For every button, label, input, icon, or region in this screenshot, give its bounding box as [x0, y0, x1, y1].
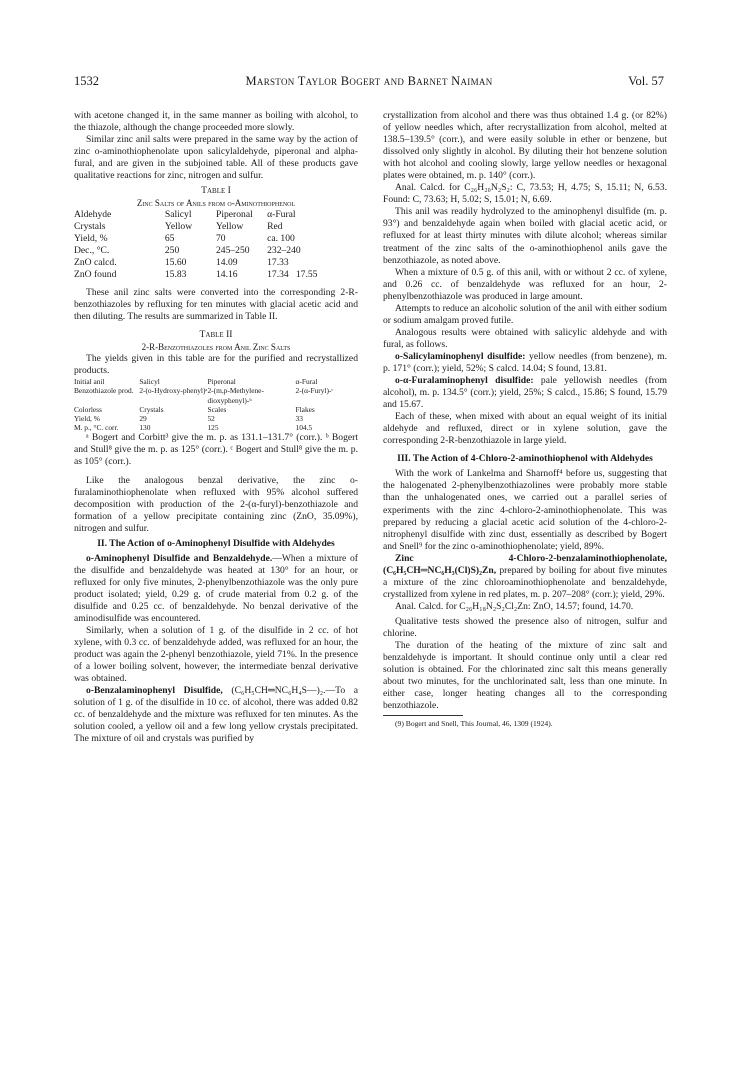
page-header	[74, 74, 664, 90]
paragraph: This anil was readily hydrolyzed to the aminophenyl disulfide (m. p. 93°) and benzaldehyde again when boiled with glacial acetic acid, or refluxed for at least thirty minutes with dilute alcohol; whereas similar treatment of the zinc salts of the o-aminothiophenol anils gave the benzothiazole, as noted above.	[383, 206, 667, 266]
paragraph: Qualitative tests showed the presence also of nitrogen, sulfur and chlorine.	[383, 615, 667, 639]
table-cell: Red	[267, 221, 283, 233]
table-row	[74, 221, 358, 233]
table-row	[74, 414, 358, 423]
table-cell: Yield, %	[74, 233, 108, 245]
paragraph-text: prepared by boiling for about five minutes a mixture of the zinc chloroaminothiophenolate and benzaldehyde, crystallized from xylene in red plates, m. p. 207–208° (corr.); yield, 29%.	[383, 564, 667, 600]
run-in-heading: Zinc 4-Chloro-2-benzalaminothiophenolate, (C₆H₅CH═NC₆H₃(Cl)S)₂Zn,	[383, 552, 667, 576]
table-cell: Flakes	[295, 404, 315, 414]
table-cell: 250	[164, 245, 180, 257]
paragraph: These anil zinc salts were converted into the corresponding 2-R-benzothiazoles by refluxing for ten minutes with glacial acetic acid and then diluting. The results are summarized in Table II.	[74, 286, 358, 322]
table-caption: Zinc Salts of Anils from o-Aminothiophenol	[136, 198, 296, 209]
paragraph	[74, 553, 358, 625]
table-cell: Yellow	[215, 221, 244, 233]
paragraph: with acetone changed it, in the same manner as boiling with alcohol, to the thiazole, although the change proceeded more slowly.	[74, 110, 358, 134]
table-cell: 104.5	[295, 423, 313, 433]
run-in-heading: o-Aminophenyl Disulfide and Benzaldehyde.	[86, 552, 273, 564]
table-cell: 125	[207, 423, 219, 433]
table-cell: Crystals	[74, 221, 106, 233]
paragraph-text: yellow needles (from benzene), m. p. 171° (corr.); yield, 52%; S calcd. 14.04; S found, 13.81.	[383, 350, 667, 374]
run-in-heading: o-Benzalaminophenyl Disulfide,	[86, 685, 223, 697]
table-cell: 17.33	[267, 257, 289, 268]
paragraph: crystallization from alcohol and there was thus obtained 1.4 g. (or 82%) of yellow needles which, after recrystallization from alcohol, melted at 138.5–139.5° (corr.), and were easily soluble in ether or benzene, but dissolved only slightly in alcohol. By diluting their hot benzene solution with hot alcohol and cooling slowly, large yellow needles or hexagonal plates were obtained, m. p. 140° (corr.).	[383, 110, 667, 182]
table-cell: α-Fural	[267, 209, 296, 221]
paragraph: Attempts to reduce an alcoholic solution of the anil with either sodium or sodium amalgam proved futile.	[383, 302, 667, 326]
table-row	[74, 257, 358, 269]
table-row	[74, 245, 358, 257]
table-cell: Salicyl	[139, 377, 160, 387]
table-footnotes: ᵃ Bogert and Corbitt³ give the m. p. as 131.1–131.7° (corr.). ᵇ Bogert and Stull⁸ give the m. p. as 125° (corr.). ᶜ Bogert and Stull⁸ give the m. p. as 105° (corr.).	[74, 432, 358, 468]
table-row	[74, 269, 358, 281]
table-cell: Scales	[207, 404, 227, 414]
footnote-rule	[383, 715, 463, 716]
table-cell: Yield, %	[74, 413, 100, 423]
paragraph: Each of these, when mixed with about an equal weight of its initial aldehyde and refluxed, direct or in xylene solution, gave the corresponding 2-R-benzothiazole in large yield.	[383, 411, 667, 447]
run-in-heading: o-Salicylaminophenyl disulfide:	[395, 350, 526, 362]
table-cell: 232–240	[267, 245, 301, 257]
table-cell: Yellow	[164, 221, 193, 233]
table-cell: 70	[215, 233, 226, 245]
paragraph-text: —When a mixture of the disulfide and benzaldehyde was heated at 130° for an hour, or refluxed for only five minutes, 2-phenylbenzothiazole was the only pure product isolated; yield, 0.29 g. of crude material from 0.2 g. of the disulfide and 0.25 cc. of benzaldehyde. No benzal derivative of the aminodisulfide was encountered.	[74, 552, 358, 625]
paragraph: With the work of Lankelma and Sharnoff⁴ before us, suggesting that the halogenated 2-phenylbenzothiazolines were probably more stable than the unhalogenated ones, we carried out a parallel series of experiments with the zinc 4-chloro-2-aminothiophenolate. This was prepared by reducing a glacial acetic acid solution of the 4-chloro-2-nitrophenyl disulfide with zinc dust, essentially as described by Bogert and Snell⁹ for the zinc o-aminothiophenolate; yield, 89%.	[383, 468, 667, 552]
table-cell: 245–250	[215, 245, 250, 257]
table-cell: 33	[295, 413, 303, 423]
table-cell: Colorless	[74, 404, 102, 414]
section-heading: II. The Action of o-Aminophenyl Disulfide with Aldehydes	[97, 537, 335, 549]
table-cell: M. p., °C. corr.	[74, 423, 119, 433]
paragraph-text: (C₆H₅CH═NC₆H₄S—)₂.—To a solution of 1 g. of the disulfide in 10 cc. of alcohol, there was added 0.82 cc. of benzaldehyde and the mixture was refluxed for ten minutes. As the solution cooled, a yellow oil and a few long yellow crystals precipitated. The mixture of oil and crystals was purified by	[74, 685, 358, 745]
table-cell: 14.09	[215, 257, 238, 268]
table-cell: 2-(m,p-Methylene-dioxyphenyl)-ᵇ	[207, 386, 264, 405]
table-cell: 15.83	[164, 268, 187, 280]
table-cell: 65	[164, 233, 175, 245]
table-cell: Crystals	[139, 404, 164, 414]
table-cell: 14.16	[215, 268, 238, 280]
table-cell: 130	[139, 423, 151, 433]
table-cell: 52	[207, 413, 215, 423]
table-cell: 29	[139, 413, 147, 423]
page-number: 1532	[74, 74, 99, 88]
table-cell: Benzothiazole prod.	[74, 386, 134, 396]
footnote: (9) Bogert and Snell, This Journal, 46, 1309 (1924).	[395, 719, 553, 729]
analysis-line: Anal. Calcd. for C₂₆H₁₈N₂S₂Cl₂Zn: ZnO, 14.57; found, 14.70.	[395, 600, 634, 612]
table-caption: 2-R-Benzothiazoles from Anil Zinc Salts	[141, 342, 291, 352]
running-title: Marston Taylor Bogert and Barnet Naiman	[245, 74, 493, 88]
table-row	[74, 386, 358, 404]
volume-label: Vol. 57	[628, 74, 664, 88]
table-cell: Piperonal	[215, 209, 253, 221]
table-1	[74, 209, 358, 280]
analysis-line: Anal. Calcd. for C₂₆H₂₀N₂S₂: C, 73.53; H, 4.75; S, 15.11; N, 6.53. Found: C, 73.63; H, 5.02; S, 15.01; N, 6.69.	[383, 182, 667, 206]
paragraph	[383, 351, 667, 375]
run-in-heading: o-α-Furalaminophenyl disulfide:	[395, 375, 534, 387]
table-cell: ZnO found	[74, 268, 117, 280]
table-cell: ca. 100	[267, 233, 295, 245]
table-cell: Aldehyde	[74, 209, 112, 221]
paragraph: Similarly, when a solution of 1 g. of the disulfide in 2 cc. of hot xylene, with 0.3 cc. of benzaldehyde added, was refluxed for an hour, the product was again the 2-phenyl benzothiazole, yield 71%. In the presence of a lower boiling solvent, however, the intermediate benzal derivative was obtained.	[74, 625, 358, 685]
table-cell: α-Fural	[295, 377, 318, 387]
table-intro: The yields given in this table are for the purified and recrystallized products.	[74, 353, 358, 377]
paragraph: Similar zinc anil salts were prepared in the same way by the action of zinc o-aminothiophenolate upon salicylaldehyde, piperonal and alpha-fural, and are given in the subjoined table. All of these products gave qualitative reactions for zinc, nitrogen and sulfur.	[74, 134, 358, 182]
table-row	[74, 377, 358, 386]
right-column	[383, 110, 667, 729]
table-cell: Dec., °C.	[74, 245, 110, 257]
left-column	[74, 110, 358, 746]
paragraph-text: pale yellowish needles (from alcohol), m. p. 134.5° (corr.); yield, 25%; S calcd., 15.86; S found, 15.79 and 15.67.	[383, 375, 667, 411]
table-row	[74, 423, 358, 432]
table-cell: 2-(α-Furyl)-ᶜ	[295, 386, 334, 396]
table-label: Table I	[201, 185, 231, 197]
paragraph	[74, 685, 358, 745]
table-row	[74, 209, 358, 221]
table-cell: Initial anil	[74, 377, 105, 387]
table-cell: 2-(o-Hydroxy-phenyl)ᵃ	[139, 386, 208, 396]
paragraph: The duration of the heating of the mixture of zinc salt and benzaldehyde is important. It should continue only until a clear red solution is obtained. For the chlorinated zinc salt this means generally about two minutes, for the unchlorinated salt, less than one minute. In either case, longer heating changes all to the corresponding benzothiazole.	[383, 640, 667, 712]
table-cell: 15.60	[164, 257, 187, 268]
table-cell: Salicyl	[164, 209, 192, 221]
paragraph: When a mixture of 0.5 g. of this anil, with or without 2 cc. of xylene, and 0.26 cc. of benzaldehyde was refluxed for an hour, 2-phenylbenzothiazole was produced in large amount.	[383, 266, 667, 302]
table-cell: 17.34 17.55	[267, 268, 318, 280]
table-2	[74, 377, 358, 432]
table-row	[74, 405, 358, 414]
paragraph: Analogous results were obtained with salicylic aldehyde and with fural, as follows.	[383, 326, 667, 350]
table-cell: Piperonal	[207, 377, 236, 387]
section-heading: III. The Action of 4-Chloro-2-aminothiophenol with Aldehydes	[397, 453, 653, 465]
paragraph: Like the analogous benzal derivative, the zinc o-furalaminothiophenolate when refluxed with 95% alcohol suffered decomposition with production of the 2-(α-furyl)-benzothiazole and formation of a yellow precipitate containing zinc (ZnO, 35.09%), nitrogen and sulfur.	[74, 474, 358, 534]
table-row	[74, 233, 358, 245]
paragraph	[383, 553, 667, 601]
paragraph	[383, 375, 667, 411]
table-cell: ZnO calcd.	[74, 257, 117, 268]
table-label: Table II	[199, 328, 233, 340]
